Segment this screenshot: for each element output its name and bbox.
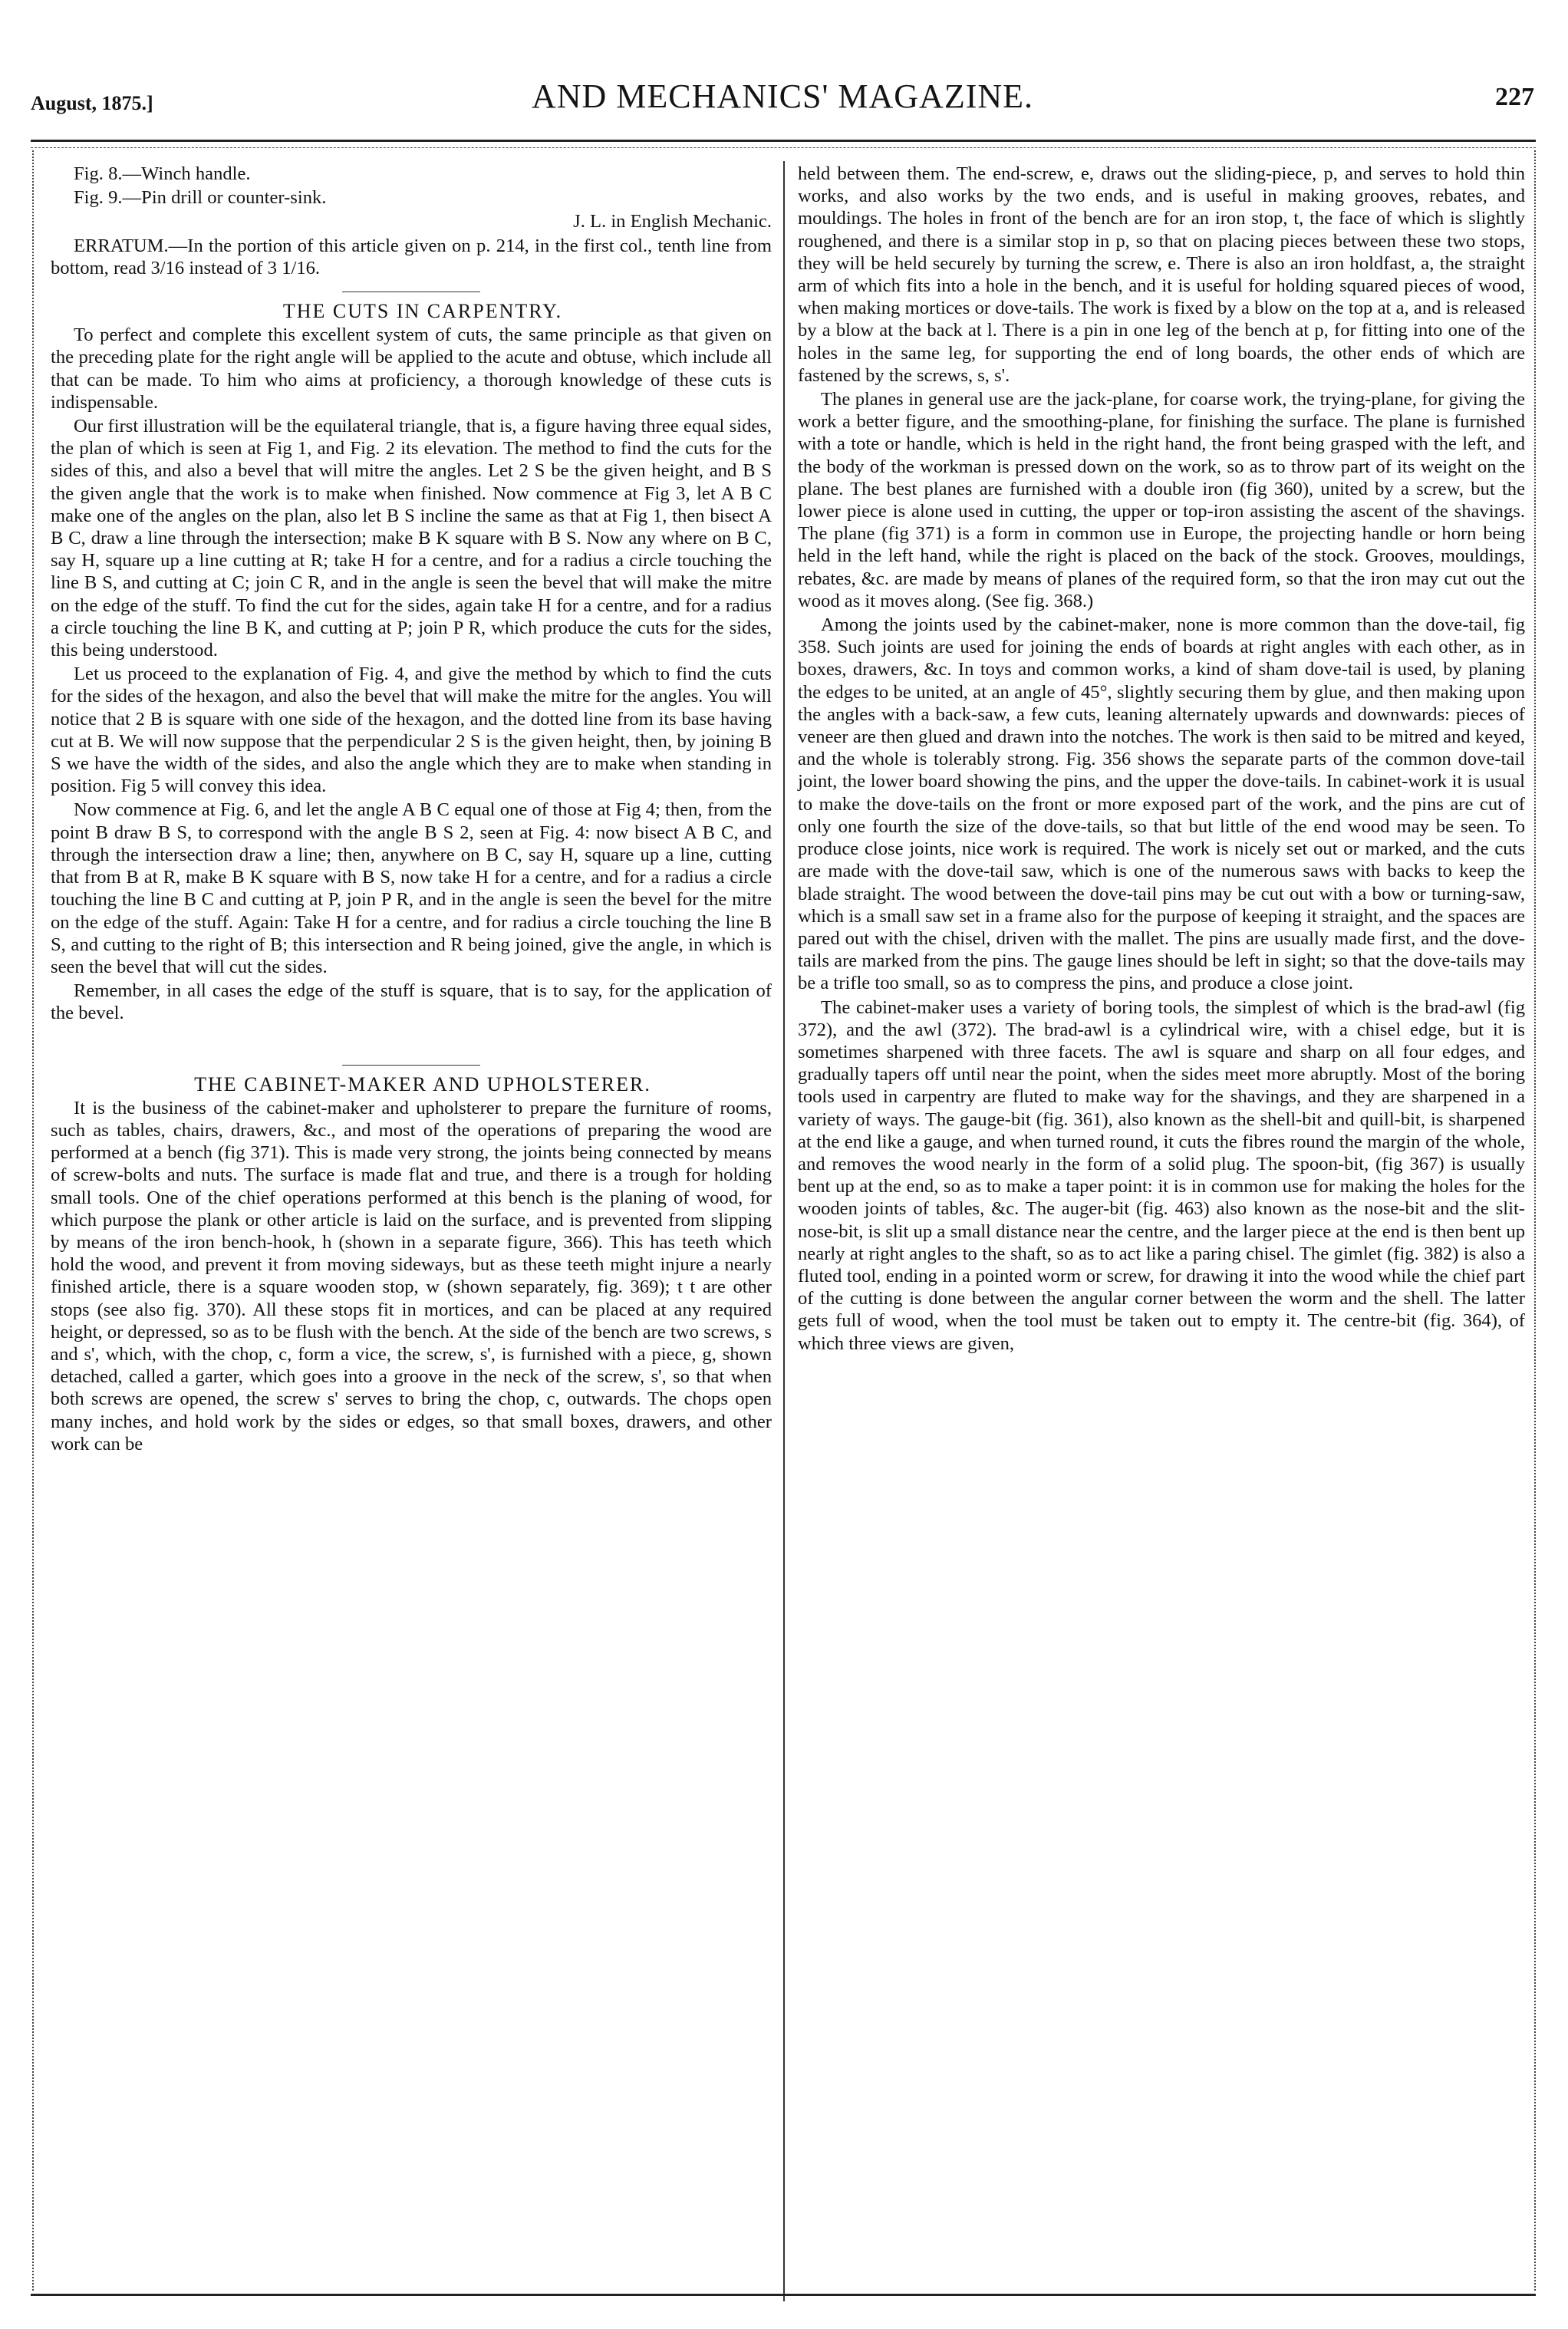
page-header [31,77,1534,130]
paragraph: Among the joints used by the cabinet-maker, none is more common than the dove-tail, fig 358. Such joints are used for joining the ends of boards at right angles with each other, as in boxes, drawers, &c. In toys and common works, a kind of sham dove-tail is used, by planing the edges to be united, at an angle of 45°, slightly securing them by glue, and then making upon the angles with a back-saw, a few cuts, leaning alternately upwards and downwards: pieces of veneer are then glued and drawn into the notches. The work is then said to be mitred and keyed, and the whole is tolerably strong. Fig. 356 shows the separate parts of the common dove-tail joint, the lower board showing the pins, and the upper the dove-tails. In cabinet-work it is usual to make the dove-tails on the front or more exposed part of the work, and the pins are cut of only one fourth the size of the dove-tails, so that but little of the end wood may be seen. To produce close joints, nice work is required. The work is nicely set out or marked, and the cuts are made with the dove-tail saw, which is one of the numerous saws with backs to keep the blade straight. The wood between the dove-tail pins may be cut out with a bow or turning-saw, which is a small saw set in a frame also for the purpose of keeping it straight, and the spaces are pared out with the chisel, driven with the mallet. The pins are usually made first, and the dove-tails are marked from the pins. The gauge lines should be left in sight; so that the dove-tails may be a trifle too small, so as to compress the pins, and produce a close joint. [798,614,1525,994]
page-number: 227 [1495,83,1534,111]
section-title-cabinet-maker: THE CABINET-MAKER AND UPHOLSTERER. [194,1072,651,1095]
paragraph: The cabinet-maker uses a variety of boring tools, the simplest of which is the brad-awl (fig 372), and the awl (372). The brad-awl is a cylindrical wire, with a chisel edge, but it is sometimes sharpened with three facets. The awl is square and sharp on all four edges, and gradually tapers off until near the point, when the sides meet more abruptly. Most of the boring tools used in carpentry are fluted to make way for the shavings, and they are sharpened in a variety of ways. The gauge-bit (fig. 361), also known as the shell-bit and quill-bit, is sharpened at the end like a gauge, and when turned round, it cuts the fibres round the margin of the whole, and removes the wood nearly in the form of a solid plug. The spoon-bit, (fig 367) is usually bent up at the end, so as to make a taper point: it is in common use for making the holes for the wooden joints of tables, &c. The auger-bit (fig. 463) also known as the nose-bit and the slit-nose-bit, is slit up a small distance near the centre, and the larger piece at the end is then bent up nearly at right angles to the shaft, so as to act like a paring chisel. The gimlet (fig. 382) is also a fluted tool, ending in a pointed worm or screw, for drawing it into the wood while the chief part of the cutting is done between the angular corner between the worm and the shell. The latter gets full of wood, when the tool must be taken out to empty it. The centre-bit (fig. 364), of which three views are given, [798,996,1525,1354]
header-rule-dashed [31,147,1536,148]
page-border-right [1534,150,1536,2291]
left-column [51,163,772,1457]
article-signature: J. L. in English Mechanic. [573,211,772,232]
paragraph: Now commence at Fig. 6, and let the angle A B C equal one of those at Fig 4; then, from the point B draw B S, to correspond with the angle B S 2, seen at Fig. 4: now bisect A B C, and through the intersection draw a line; then, anywhere on B C, say H, square up a line, cutting that from B at R, make B K square with B S, now take H for a centre, and for a radius a circle touching the line B C and cutting at P, join P R, and in the angle is seen the bevel for the mitre on the edge of the stuff. Again: Take H for a centre, and for radius a circle touching the line B S, and cutting to the right of B; this intersection and R being joined, give the angle, in which is seen the bevel that will cut the sides. [51,799,772,977]
issue-date: August, 1875.] [31,92,153,114]
erratum-note: ERRATUM.—In the portion of this article given on p. 214, in the first col., tenth line from bottom, read 3/16 instead of 3 1/16. [51,235,772,278]
footer-rule [31,2294,1536,2296]
paragraph: Remember, in all cases the edge of the stuff is square, that is to say, for the application of the bevel. [51,980,772,1024]
right-column [798,163,1525,1356]
figure-note: Fig. 8.—Winch handle. [74,163,251,184]
running-title: AND MECHANICS' MAGAZINE. [531,77,1034,115]
section-title-carpentry: THE CUTS IN CARPENTRY. [282,300,563,323]
paragraph: To perfect and complete this excellent system of cuts, the same principle as that given on the preceding plate for the right angle will be applied to the acute and obtuse, which include all that can be made. To him who aims at proficiency, a thorough knowledge of these cuts is indispensable. [51,324,772,413]
paragraph: Let us proceed to the explanation of Fig. 4, and give the method by which to find the cuts for the sides of the hexagon, and also the bevel that will make the mitre for the angles. You will notice that 2 B is square with one side of the hexagon, and the dotted line from its base having cut at B. We will now suppose that the perpendicular 2 S is the given height, then, by joining B S we have the width of the sides, and also the angle which they are to make when standing in position. Fig 5 will convey this idea. [51,664,772,797]
paragraph: It is the business of the cabinet-maker and upholsterer to prepare the furniture of rooms, such as tables, chairs, drawers, &c., and most of the operations of preparing the wood are performed at a bench (fig 371). This is made very strong, the joints being connected by means of screw-bolts and nuts. The surface is made flat and true, and there is a trough for holding small tools. One of the chief operations performed at this bench is the planing of wood, for which purpose the plank or other article is laid on the surface, and is prevented from slipping by means of the iron bench-hook, h (shown in a separate figure, 366). This has teeth which hold the wood, and prevent it from moving sideways, but as these teeth might injure a nearly finished article, there is a square wooden stop, w (shown separately, fig. 369); t t are other stops (see also fig. 370). All these stops fit in mortices, and can be placed at any required height, or depressed, so as to be flush with the bench. At the side of the bench are two screws, s and s', which, with the chop, c, form a vice, the screw, s', is furnished with a piece, g, shown detached, called a garter, which goes into a groove in the neck of the screw, s', so that when both screws are opened, the screw s' serves to bring the chop, c, outwards. The chops open many inches, and hold work by the sides or edges, so that small boxes, drawers, and other work can be [51,1097,772,1454]
paragraph: Our first illustration will be the equilateral triangle, that is, a figure having three equal sides, the plan of which is seen at Fig 1, and Fig. 2 its elevation. The method to find the cuts for the sides of this, and also a bevel that will mitre the angles. Let 2 S be the given height, and B S the given angle that the work is to make when finished. Now commence at Fig 3, let A B C make one of the angles on the plan, also let B S incline the same as that at Fig 1, then bisect A B C, draw a line through the intersection; make B K square with B S. Now any where on B C, say H, square up a line cutting at R; take H for a centre, and for a radius a circle touching the line B S, and cutting at C; join C R, and in the angle is seen the bevel that will make the mitre on the edge of the stuff. To find the cut for the sides, again take H for a centre, and for a radius a circle touching the line B K, and cutting at P; join P R, which produce the cuts for the sides, this being understood. [51,416,772,661]
page-border-left [32,150,34,2291]
column-divider [783,161,785,2301]
paragraph: The planes in general use are the jack-plane, for coarse work, the trying-plane, for giving the work a better figure, and the smoothing-plane, for finishing the surface. The plane is furnished with a tote or handle, which is held in the right hand, the front being grasped with the left, and the body of the workman is pressed down on the work, so as to throw part of its weight on the plane. The best planes are furnished with a double iron (fig 360), united by a screw, but the lower piece is alone used in cutting, the upper or top-iron assisting the ascent of the shavings. The plane (fig 371) is a form in common use in Europe, the projecting handle or horn being held in the left hand, while the right is placed on the back of the stock. Grooves, mouldings, rebates, &c. are made by means of planes of the required form, so that the iron may cut out the wood as it moves along. (See fig. 368.) [798,389,1525,611]
section-divider [342,1065,480,1066]
paragraph: held between them. The end-screw, e, draws out the sliding-piece, p, and serves to hold thin works, and also works by the two ends, and is useful in making grooves, rebates, and mouldings. The holes in front of the bench are for an iron stop, t, the face of which is slightly roughened, and there is a similar stop in p, so that on placing pieces between these two stops, they will be held securely by turning the screw, e. There is also an iron holdfast, a, the straight arm of which fits into a hole in the bench, and it is useful for holding squared pieces of wood, when making mortices or dove-tails. The work is fixed by a blow on the top at a, and is released by a blow at the back at l. There is a pin in one leg of the bench at p, for fitting into one of the holes in the same leg, for supporting the end of long boards, the other ends of which are fastened by the screws, s, s'. [798,163,1525,386]
header-rule [31,140,1536,142]
figure-note: Fig. 9.—Pin drill or counter-sink. [74,187,327,209]
